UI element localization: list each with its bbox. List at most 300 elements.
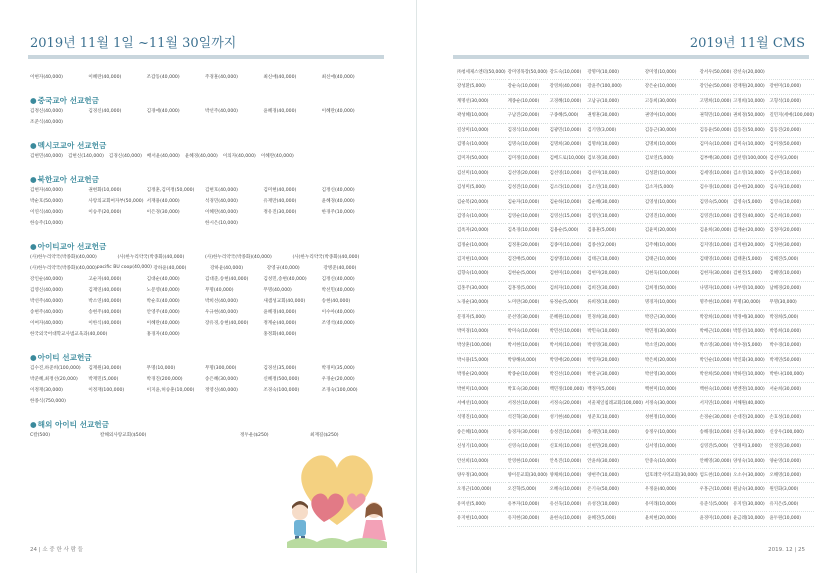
donor-entry: 김현신(140,000)	[67, 154, 104, 159]
cms-donor-entry: 김영진(40,000)	[733, 210, 767, 224]
cms-donor-entry: 양이문교회(30,000)	[508, 469, 548, 483]
donor-entry: 박선주(40,000)	[204, 109, 238, 114]
cms-donor-entry: 박양해(4,000)	[508, 354, 548, 368]
section-heading-text: 아이티 선교헌금	[37, 353, 92, 362]
donor-entry: 박준혜,최정선(20,000)	[30, 377, 78, 382]
cms-donor-entry: 성기현(40,000)	[550, 411, 586, 425]
donor-row	[30, 320, 380, 326]
cms-donor-entry: 안윤희(30,000)	[587, 455, 643, 469]
donor-entry: 강병준(40,000)	[323, 266, 357, 271]
cms-donor-entry: 김용훈(5,000)	[587, 224, 643, 238]
cms-donor-entry: 신효희(10,000)	[550, 440, 586, 454]
donor-entry: 칼해외사랑교회($500)	[100, 433, 147, 438]
cms-donor-entry: 김배드로(10,000)	[550, 152, 586, 166]
cms-donor-entry: 석진혁(30,000)	[508, 411, 548, 425]
cms-donor-entry: 김순복(20,000)	[457, 196, 506, 210]
cms-donor-entry: 김희자(10,000)	[550, 282, 586, 296]
section-heading-text: 북한교아 선교헌금	[37, 175, 99, 184]
cms-donor-entry: 박수경(5,000)	[733, 339, 767, 353]
cms-donor-entry: 김정훈(20,000)	[508, 239, 548, 253]
donor-entry: 한경주(10,000)	[321, 210, 355, 215]
cms-donor-entry: 김홍정(5,000)	[508, 282, 548, 296]
donor-entry: 정영신(40,000)	[204, 388, 238, 393]
cms-donor-entry: 김동진(20,000)	[769, 124, 814, 138]
cms-donor-entry: 김보연(5,000)	[645, 152, 698, 166]
bullet-icon: ●	[30, 141, 37, 150]
cms-donor-entry: 김선영(20,000)	[508, 167, 548, 181]
cms-donor-entry: 김종미(10,000)	[550, 239, 586, 253]
cms-donor-entry: 고명희(10,000)	[700, 95, 732, 109]
cms-donor-entry: 김영숙(10,000)	[457, 210, 506, 224]
cms-donor-entry: 박찬규(30,000)	[587, 368, 643, 382]
cms-donor-entry: 김미정(10,000)	[508, 152, 548, 166]
donor-entry: 이혜란(40,000)	[260, 154, 294, 159]
donor-entry: 조경숙(100,000)	[263, 388, 300, 393]
donor-entry: 강하윤(40,000)	[153, 266, 187, 271]
donor-row	[30, 198, 380, 204]
cms-donor-entry: 구종혜(5,000)	[550, 109, 586, 123]
cms-donor-entry: 박봉선(10,000)	[733, 325, 767, 339]
cms-donor-entry: 박경희(5,000)	[769, 311, 814, 325]
cms-donor-entry: 유준식(5,000)	[700, 498, 732, 512]
cms-donor-entry: 서지연(10,000)	[700, 397, 732, 411]
cms-donor-entry: 박성영(30,000)	[587, 339, 643, 353]
cms-donor-entry: 김현자(30,000)	[700, 267, 732, 281]
cms-donor-entry: 백현미(10,000)	[645, 383, 698, 397]
cms-donor-entry: 강성환(5,000)	[457, 80, 506, 94]
donor-row	[30, 331, 380, 337]
donor-entry: 정두운($250)	[240, 433, 269, 438]
cms-donor-entry: 노미란(30,000)	[508, 296, 548, 310]
cms-donor-entry: 김선미(3,000)	[769, 152, 814, 166]
donor-entry: 우규현(40,000)	[204, 310, 238, 315]
cms-donor-entry: 계명선(30,000)	[457, 95, 506, 109]
cms-donor-entry: 김진배(5,000)	[508, 253, 548, 267]
cms-donor-entry: 윤금례(10,000)	[733, 512, 767, 526]
cms-donor-entry: 박영자(20,000)	[587, 354, 643, 368]
donor-entry: 김영신(40,000)	[30, 288, 63, 293]
section-heading	[30, 140, 106, 151]
donor-row	[30, 398, 380, 404]
cms-donor-entry: 석명진(10,000)	[457, 411, 506, 425]
donor-entry: 김경선(35,000)	[263, 366, 297, 371]
donor-entry: 이정재(30,000)	[30, 388, 63, 393]
cms-donor-entry: 신현민(20,000)	[587, 440, 643, 454]
cms-donor-entry: 양순영(10,000)	[769, 455, 814, 469]
donor-entry: 최재길($250)	[310, 433, 339, 438]
cms-donor-entry: 노경순(30,000)	[457, 296, 506, 310]
cms-donor-entry: 김동근(30,000)	[645, 124, 698, 138]
donor-entry: 박희선(40,000)	[204, 299, 238, 304]
cms-donor-entry: 김종선(2,000)	[587, 239, 643, 253]
cms-donor-entry: 김태영(10,000)	[700, 253, 732, 267]
cms-donor-entry: 고형석(10,000)	[769, 95, 814, 109]
donor-entry: 한승주(10,000)	[30, 221, 63, 226]
cms-donor-entry: 김현진(5,000)	[733, 267, 767, 281]
cms-donor-entry: 김성진(10,000)	[508, 181, 548, 195]
cms-donor-entry: 김옥자(20,000)	[457, 224, 506, 238]
donor-entry: 윤혜경(40,000)	[263, 109, 297, 114]
cms-donor-entry: 강미영(10,000)	[645, 66, 698, 80]
section-heading	[30, 95, 99, 106]
cms-donor-entry: 김영신(15,000)	[550, 210, 586, 224]
cms-donor-entry: 김윤희(30,000)	[700, 224, 732, 238]
cms-donor-entry: 김지현(10,000)	[457, 253, 506, 267]
cms-donor-entry: 송경자(30,000)	[508, 426, 548, 440]
donor-entry: 김현자(40,000)	[30, 188, 63, 193]
bullet-icon: ●	[30, 353, 37, 362]
donor-entry: 주경훈(40,000)	[204, 75, 238, 80]
cms-donor-entry: 무명(30,000)	[733, 296, 767, 310]
donor-entry: 홍정화(40,000)	[263, 332, 297, 337]
cms-donor-entry: 김순혜(30,000)	[587, 196, 643, 210]
cms-donor-entry: 유선욱(10,000)	[550, 498, 586, 512]
donor-entry: 김수진,하준희(100,000)	[30, 366, 81, 371]
cms-donor-entry: 유부자(10,000)	[508, 498, 548, 512]
section-heading-text: 중국교아 선교헌금	[37, 96, 99, 105]
cms-donor-entry: 김옥경(10,000)	[508, 224, 548, 238]
cms-donor-entry: 김태훈(5,000)	[733, 253, 767, 267]
cms-donor-entry: 김수현(20,000)	[733, 181, 767, 195]
cms-donor-entry: 김재순(20,000)	[733, 224, 767, 238]
cms-donor-entry: 유미래(10,000)	[645, 498, 698, 512]
donor-entry: 최신애(40,000)	[263, 75, 297, 80]
cms-donor-entry: 박인화(30,000)	[733, 354, 767, 368]
donor-entry: 안영주(40,000)	[146, 310, 180, 315]
cms-donor-entry: 김윤미(20,000)	[645, 224, 698, 238]
donor-entry: 박선민(40,000)	[321, 288, 355, 293]
cms-donor-entry: 유지현(10,000)	[457, 512, 506, 526]
cms-donor-entry: 명경자(10,000)	[645, 296, 698, 310]
donor-entry: 이승주(20,000)	[88, 210, 122, 215]
cms-donor-entry: 민경희(30,000)	[587, 311, 643, 325]
cms-donor-entry: 문선영(30,000)	[508, 311, 548, 325]
cms-donor-entry: 박재연(50,000)	[769, 354, 814, 368]
cms-donor-entry: 신영숙(10,000)	[508, 440, 548, 454]
cms-donor-entry: 김주혜(10,000)	[645, 239, 698, 253]
donor-entry: 이혜란(40,000)	[88, 75, 122, 80]
donor-entry: 박소연(40,000)	[88, 299, 122, 304]
donor-entry: 무명(10,000)	[146, 366, 176, 371]
cms-donor-entry: 유지현(30,000)	[508, 512, 548, 526]
cms-donor-entry: 계종순(10,000)	[508, 95, 548, 109]
cms-donor-entry	[769, 397, 814, 411]
donor-entry: 조준식(40,000)	[30, 120, 63, 125]
cms-donor-entry: 신성기(10,000)	[457, 440, 506, 454]
cms-donor-entry: 서정선(10,000)	[508, 397, 548, 411]
cms-donor-entry: 김영진(10,000)	[700, 210, 732, 224]
cms-donor-entry: 김미자(50,000)	[457, 152, 506, 166]
cms-donor-entry: 김현미(10,000)	[550, 267, 586, 281]
cms-donor-entry: 오정근(100,000)	[457, 483, 506, 497]
bullet-icon: ●	[30, 242, 37, 251]
cms-donor-entry: 김명희(10,000)	[645, 138, 698, 152]
cms-donor-entry: 심서영(10,000)	[645, 440, 698, 454]
cms-donor-entry: 온기숙(50,000)	[587, 483, 643, 497]
cms-donor-entry: 김현욱(100,000)	[645, 267, 698, 281]
donor-row	[30, 365, 380, 371]
cms-donor-entry: 우홍근(10,000)	[700, 483, 732, 497]
cms-donor-entry: 길민지(세예(100,000)	[769, 109, 814, 123]
cms-donor-entry: 김순자(10,000)	[508, 196, 548, 210]
donor-entry: 무명(300,000)	[204, 366, 237, 371]
cms-donor-entry: 원남숙(30,000)	[733, 483, 767, 497]
cms-donor-entry: 박소연(20,000)	[645, 339, 698, 353]
donor-entry: (사)한누리약국(박종화)(40,000)	[205, 255, 272, 260]
cms-donor-entry: 김해진(5,000)	[769, 253, 814, 267]
cms-donor-entry: 김은희(10,000)	[769, 210, 814, 224]
cms-donor-entry: 김숙자(10,000)	[769, 181, 814, 195]
cms-donor-entry: 서해원(40,000)	[733, 397, 767, 411]
right-page	[416, 0, 835, 573]
cms-donor-entry: 오해영(10,000)	[769, 469, 814, 483]
section-heading	[30, 174, 99, 185]
donor-entry: 무명(40,000)	[263, 288, 292, 293]
donor-entry: 이연식(40,000)	[30, 210, 63, 215]
cms-donor-entry: 양채희(10,000)	[550, 469, 586, 483]
cms-donor-entry: 명주현(10,000)	[700, 296, 732, 310]
cms-donor-entry: 박영애(20,000)	[550, 354, 586, 368]
cms-donor-entry: 박강희(10,000)	[700, 311, 732, 325]
donor-entry: 한국외국어대학교사범교육과(40,000)	[30, 332, 108, 337]
cms-donor-entry: 강미영목장(50,000)	[508, 66, 548, 80]
donor-row	[30, 376, 380, 382]
right-page-title: 2019년 11월 CMS	[689, 36, 805, 51]
cms-donor-entry: 양성숙(10,000)	[733, 455, 767, 469]
donor-entry: 새샘성교회(40,000)	[263, 299, 306, 304]
cms-donor-entry: 안옥진(10,000)	[550, 455, 586, 469]
cms-donor-entry: 박미숙(10,000)	[508, 325, 548, 339]
donor-entry: 장유경,송현(40,000)	[204, 321, 249, 326]
cms-donor-entry: 문혜원(10,000)	[550, 311, 586, 325]
donor-entry: 무명(40,000)	[204, 288, 234, 293]
section-heading-text: 아이티교아 선교헌금	[37, 242, 107, 251]
cms-donor-entry: 김미숙(10,000)	[700, 138, 732, 152]
donor-entry: 강인순(40,000)	[30, 277, 63, 282]
donor-entry: 김미현(40,000)	[263, 188, 297, 193]
donor-entry: 이한식(40,000)	[88, 321, 122, 326]
donor-entry: (사)한누리약국(박종화)(40,000)	[30, 255, 97, 260]
cms-donor-entry: 안경진(30,000)	[769, 440, 814, 454]
cms-donor-entry: 오소수(30,000)	[733, 469, 767, 483]
cms-donor-entry: 박민선(10,000)	[550, 325, 586, 339]
cms-donor-entry: 류희정(10,000)	[587, 296, 643, 310]
cms-donor-entry: 송재민(10,000)	[587, 426, 643, 440]
donor-entry: 권현화(10,000)	[88, 188, 122, 193]
donor-row	[30, 153, 299, 159]
donor-entry: 한시은(10,000)	[205, 221, 238, 226]
donor-entry: 이여자(40,000)	[30, 321, 63, 326]
donor-row	[30, 209, 380, 215]
cms-donor-entry: 오혜숙(10,000)	[550, 483, 586, 497]
donor-entry: 김성민,송현(40,000)	[263, 277, 307, 282]
cms-donor-entry: 김세영(10,000)	[700, 167, 732, 181]
cms-donor-entry: 무명(30,000)	[769, 296, 814, 310]
cms-donor-entry: 백현숙(10,000)	[700, 383, 732, 397]
donor-entry: 석경민(40,000)	[204, 199, 238, 204]
cms-donor-entry: 박소영(30,000)	[700, 339, 732, 353]
cms-donor-entry: 김미숙(10,000)	[733, 138, 767, 152]
cms-donor-entry: 남혜경(20,000)	[769, 282, 814, 296]
cms-donor-entry: 양우정(30,000)	[457, 469, 506, 483]
bullet-icon: ●	[30, 420, 37, 429]
cms-donor-entry: 김영숙(5,000)	[700, 196, 732, 210]
donor-row	[30, 276, 380, 282]
donor-entry: 박경진(200,000)	[146, 377, 183, 382]
donor-entry: (사)한누리약국(박종화)(40,000)	[117, 255, 185, 260]
cms-donor-entry: 서순희(30,000)	[769, 383, 814, 397]
cms-donor-entry: 박민숙(10,000)	[587, 325, 643, 339]
cms-donor-entry: 강윤주(100,000)	[587, 80, 643, 94]
cms-donor-entry: 박서현(10,000)	[508, 339, 548, 353]
cms-donor-entry: 나부영(10,000)	[733, 282, 767, 296]
cms-donor-entry: 김용순(5,000)	[550, 224, 586, 238]
donor-entry: pacific BU coop(40,000)	[96, 265, 152, 270]
section-heading	[30, 241, 106, 252]
cms-donor-entry: 박미경(10,000)	[457, 325, 506, 339]
cms-donor-entry: 김홍주(30,000)	[457, 282, 506, 296]
donor-entry: 박재민(5,000)	[88, 377, 119, 382]
donor-entry: 박선주(40,000)	[30, 299, 63, 304]
cms-donor-entry: 박시용(15,000)	[457, 354, 506, 368]
donor-entry: 윤혜경(40,000)	[321, 199, 355, 204]
cms-donor-entry: 김동윤(50,000)	[700, 124, 732, 138]
cms-donor-entry: 김소자(5,000)	[645, 181, 698, 195]
cms-donor-entry: 고경혜(10,000)	[550, 95, 586, 109]
left-title-rule	[28, 55, 384, 59]
cms-donor-entry: 강은순(10,000)	[645, 80, 698, 94]
cms-donor-entry: 박찬희(50,000)	[700, 368, 732, 382]
donor-entry: 홍경자(40,000)	[146, 332, 180, 337]
donor-entry: 조경숙(100,000)	[321, 388, 358, 393]
donor-row	[30, 254, 380, 260]
donor-entry: 서재용(40,000)	[146, 199, 180, 204]
donor-entry: 이정재(100,000)	[88, 388, 125, 393]
cms-donor-entry: 유성진(10,000)	[587, 498, 643, 512]
cms-donor-entry: 김향숙(10,000)	[457, 267, 506, 281]
cms-donor-entry: 김영성(10,000)	[645, 196, 698, 210]
right-title-rule	[453, 55, 809, 59]
donor-entry: 이지윤,허승훈(10,000)	[146, 388, 195, 393]
cms-donor-entry: 안경미(3,000)	[733, 440, 767, 454]
cms-donor-entry: 박경애(30,000)	[733, 311, 767, 325]
cms-donor-entry: 길상미(10,000)	[457, 124, 506, 138]
cms-donor-entry: 송해경(10,000)	[700, 426, 732, 440]
cms-donor-entry: 신상우(100,000)	[769, 426, 814, 440]
donor-entry: 이혜란(40,000)	[204, 210, 238, 215]
cms-donor-entry: 김선미(10,000)	[587, 167, 643, 181]
donor-entry: 김경애(40,000)	[146, 109, 180, 114]
donor-row	[30, 287, 380, 293]
donor-entry: 고순자(40,000)	[88, 277, 122, 282]
cms-donor-entry: 우정윤(40,000)	[645, 483, 698, 497]
donor-row	[30, 108, 380, 114]
cms-donor-entry: 서울제일침례교회(100,000)	[587, 397, 643, 411]
cms-donor-entry: 김성미(5,000)	[457, 181, 506, 195]
cms-donor-entry: 김혜영(10,000)	[769, 267, 814, 281]
cms-donor-entry: 김정미(20,000)	[769, 224, 814, 238]
cms-donor-entry: 송성진(10,000)	[550, 426, 586, 440]
cms-donor-entry: 백민정(100,000)	[550, 383, 586, 397]
donor-entry: 김대준,송현(40,000)	[204, 277, 249, 282]
cms-donor-entry: 안중숙(10,000)	[645, 455, 698, 469]
cms-donor-entry: 송정우(10,000)	[645, 426, 698, 440]
donor-entry: 김정신(40,000)	[30, 109, 63, 114]
cms-donor-entry: 강선숙(20,000)	[733, 66, 767, 80]
donor-entry: 김경신(40,000)	[88, 109, 122, 114]
cms-donor-entry: 김현순(5,000)	[508, 267, 548, 281]
donor-entry: (사)한누리약국(박종화)(40,000)	[30, 266, 97, 271]
cms-donor-entry: 김영숙(5,000)	[733, 196, 767, 210]
cms-donor-entry: 박강근(30,000)	[645, 311, 698, 325]
bullet-icon: ●	[30, 96, 37, 105]
cms-donor-entry: 송은혜(10,000)	[457, 426, 506, 440]
cms-donor-entry: 구남진(20,000)	[508, 109, 548, 123]
cms-donor-entry: 박진선(10,000)	[550, 368, 586, 382]
donor-row	[30, 220, 380, 226]
donor-entry: 김대순(40,000)	[146, 277, 180, 282]
cms-donor-entry: 윤혜진(5,000)	[587, 512, 643, 526]
cms-donor-entry: 김소라(10,000)	[550, 181, 586, 195]
cms-donor-entry: 서예선(10,000)	[457, 397, 506, 411]
cms-donor-entry: 김성환(10,000)	[645, 167, 698, 181]
donor-entry: 김재원(30,000)	[88, 366, 122, 371]
cms-donor-entry: 김영진(10,000)	[645, 210, 698, 224]
donor-entry: 윤혜경(40,000)	[263, 310, 297, 315]
donor-row	[30, 387, 380, 393]
donor-entry: 김재연(40,000)	[88, 288, 122, 293]
cms-donor-entry: 오진혁(5,000)	[508, 483, 548, 497]
donor-entry: 송은혜(30,000)	[204, 377, 238, 382]
bullet-icon: ●	[30, 175, 37, 184]
cms-donor-entry: 박인순(10,000)	[700, 354, 732, 368]
cms-donor-entry: 윤두원(10,000)	[769, 512, 814, 526]
donor-entry: 윤혜경(40,000)	[184, 154, 218, 159]
donor-entry: 유재만(40,000)	[263, 199, 297, 204]
cms-donor-entry: 김부배(30,000)	[700, 152, 732, 166]
donor-entry: 조갑동(40,000)	[146, 75, 180, 80]
donor-row	[30, 74, 380, 80]
cms-donor-entry: 엄호례국사역교회(30,000)	[645, 469, 698, 483]
cms-donor-entry: 김선영(10,000)	[550, 167, 586, 181]
cms-donor-entry: 박종순(10,000)	[508, 368, 548, 382]
donor-entry: 강영규(40,000)	[266, 266, 300, 271]
cms-donor-entry: 권희경(50,000)	[733, 109, 767, 123]
donor-entry	[170, 432, 240, 438]
donor-entry: 강하윤(40,000)	[210, 266, 244, 271]
cms-donor-entry: 안혜영(30,000)	[700, 455, 732, 469]
cms-donor-entry: 김영숙(10,000)	[769, 196, 814, 210]
donor-entry: 송현주(40,000)	[88, 310, 122, 315]
cms-donor-entry: 김태근(10,000)	[587, 253, 643, 267]
cms-donor-entry: 권병훈(30,000)	[587, 109, 643, 123]
cms-donor-entry: 김명희(10,000)	[587, 138, 643, 152]
cms-donor-entry: 안선희(10,000)	[457, 455, 506, 469]
donor-entry: 김현호(40,000)	[204, 188, 238, 193]
cms-donor-entry: 유지은(5,000)	[769, 498, 814, 512]
left-page-title: 2019년 11월 1일 ~11월 30일까지	[30, 36, 237, 51]
cms-donor-entry: 문경자(5,000)	[457, 311, 506, 325]
donor-entry: 한종식(750,000)	[30, 399, 66, 404]
cms-donor-entry: 김희진(30,000)	[587, 282, 643, 296]
cms-donor-entry: 김미정(50,000)	[769, 138, 814, 152]
cms-donor-entry: 김현미(20,000)	[587, 267, 643, 281]
cms-donor-entry: 김보경(30,000)	[587, 152, 643, 166]
cms-donor-entry: 박정순(20,000)	[457, 368, 506, 382]
cms-donor-entry: 손효성(10,000)	[769, 411, 814, 425]
donor-entry: 이은경(30,000)	[146, 210, 180, 215]
cms-donor-entry: 변엔젼(10,000)	[733, 383, 767, 397]
